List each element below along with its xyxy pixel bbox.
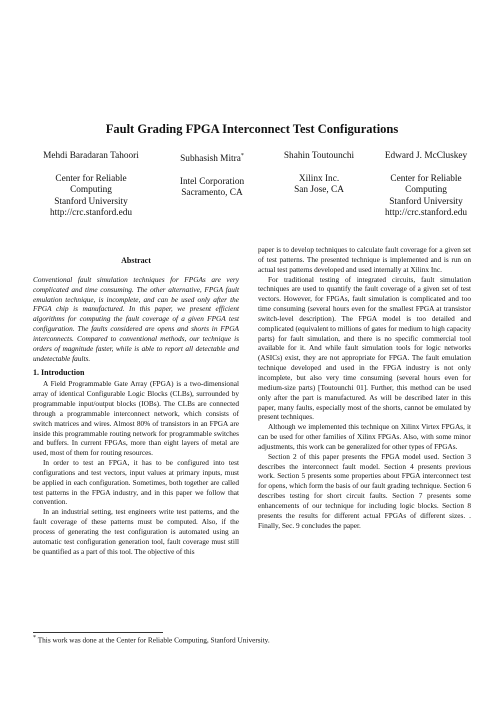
author-name: Shahin Toutounchi: [283, 151, 355, 161]
author-url[interactable]: http://crc.stanford.edu: [384, 208, 468, 218]
author-affiliation: Computing: [70, 185, 112, 195]
intro-paragraph: In order to test an FPGA, it has to be configured into test configurations and test vectors, input values at primary inputs, must be applied in each configuration. Sometimes, both together are called test patterns in the FPGA industry, and in this paper we follow that convention.: [33, 458, 239, 507]
abstract-text: [33, 275, 239, 364]
author-affiliation: Computing: [405, 185, 447, 195]
paper-title: Fault Grading FPGA Interconnect Test Configurations: [105, 122, 399, 136]
author-mccluskey: [361, 151, 491, 220]
author-name-text: Subhasish Mitra: [180, 154, 241, 165]
intro-paragraph: A Field Programmable Gate Array (FPGA) is a two-dimensional array of identical Configurable Logic Blocks (CLBs), surrounded by programmable input/output blocks (IOBs). The CLBs are connected through a programmable interconnect network, which consists of switch matrices and wires. Almost 80% of transistors in an FPGA are inside this programmable routing network for programmable switches and buffers. In current FPGAs, more than eight layers of metal are used, most of them for routing resources.: [33, 379, 239, 458]
intro-paragraph: In an industrial setting, test engineers write test patterns, and the fault coverage of these patterns must be computed. Also, if the process of generating the test configuration is automated using an automatic test configuration generation tool, fault coverage must still be quantified as a part of this tool. The objective of this: [33, 507, 239, 556]
author-affiliation: San Jose, CA: [294, 185, 344, 195]
author-name: Mehdi Baradaran Tahoori: [43, 151, 139, 161]
footnote-text: This work was done at the Center for Reliable Computing, Stanford University.: [36, 635, 270, 645]
author-block: [26, 151, 478, 251]
abstract-paragraph: Conventional fault simulation techniques for FPGAs are very complicated and time consuming. The other alternative, FPGA fault emulation technique, is incomplete, and can be used only after the FPGA chip is manufactured. In this paper, we present efficient algorithms for computing the fault coverage of a given FPGA test configuration. The faults considered are opens and shorts in FPGA interconnects. Compared to conventional methods, our technique is orders of magnitude faster, while is able to report all detectable and undetectable faults.: [33, 274, 239, 363]
footnote-marker: *: [240, 153, 244, 159]
footnote-divider: [33, 632, 163, 633]
footnote-marker: *: [33, 635, 36, 641]
author-affiliation: Sacramento, CA: [181, 188, 243, 199]
author-affiliation: Intel Corporation: [179, 176, 245, 187]
body-paragraph: For traditional testing of integrated circuits, fault simulation techniques are used to quantify the fault coverage of a given set of test vectors. However, for FPGAs, fault simulation is complicated and too time consuming (several hours even for the smallest FPGA at transistor switch-level description). The FPGA model is too detailed and complicated (equivalent to millions of gates for medium to high capacity parts) for fault simulation, and there is no specific commercial tool available for it. And while fault simulation tools for logic networks (ASICs) exist, they are not appropriate for FPGA. The fault emulation technique developed and used in the FPGA industry is not only incomplete, but also very time consuming (several hours even for medium-size parts) [Toutounchi 01]. Further, this method can be used only after the part is manufactured. As will be described later in this paper, many faults, especially most of the shorts, cannot be emulated by present techniques.: [258, 274, 471, 422]
continuation-paragraph: paper is to develop techniques to calculate fault coverage for a given set of test patterns. The presented technique is implemented and is run on actual test patterns developed and used internally at Xilinx Inc.: [258, 245, 471, 274]
right-column: [258, 245, 471, 530]
body-paragraph: Section 2 of this paper presents the FPGA model used. Section 3 describes the interconnect fault model. Section 4 presents previous work. Section 5 presents some properties about FPGA interconnect test for opens, which form the basis of our fault grading technique. Section 6 describes testing for short circuit faults. Section 7 presents some enhancements of our technique for including logic blocks. Section 8 presents the results for different actual FPGAs of different sizes. . Finally, Sec. 9 concludes the paper.: [258, 451, 471, 530]
author-name: [153, 151, 271, 166]
author-affiliation: Center for Reliable: [390, 173, 462, 184]
section-heading-introduction: 1. Introduction: [33, 368, 85, 378]
footnote: [33, 635, 473, 644]
author-tahoori: [26, 151, 156, 220]
body-paragraph: Although we implemented this technique on Xilinx Virtex FPGAs, it can be used for other families of Xilinx FPGAs. Also, with some minor adjustments, this work can be generalized for other types of FPGAs.: [258, 422, 471, 451]
author-toutounchi: [270, 151, 368, 197]
author-affiliation: Center for Reliable: [55, 173, 127, 184]
author-affiliation: Xilinx Inc.: [298, 173, 340, 184]
left-column: [33, 245, 239, 556]
author-mitra: [153, 151, 271, 200]
author-name: Edward J. McCluskey: [384, 151, 468, 161]
author-affiliation: Stanford University: [54, 196, 128, 207]
abstract-heading: Abstract: [121, 256, 151, 265]
author-url[interactable]: http://crc.stanford.edu: [49, 208, 133, 218]
author-affiliation: Stanford University: [389, 196, 463, 207]
